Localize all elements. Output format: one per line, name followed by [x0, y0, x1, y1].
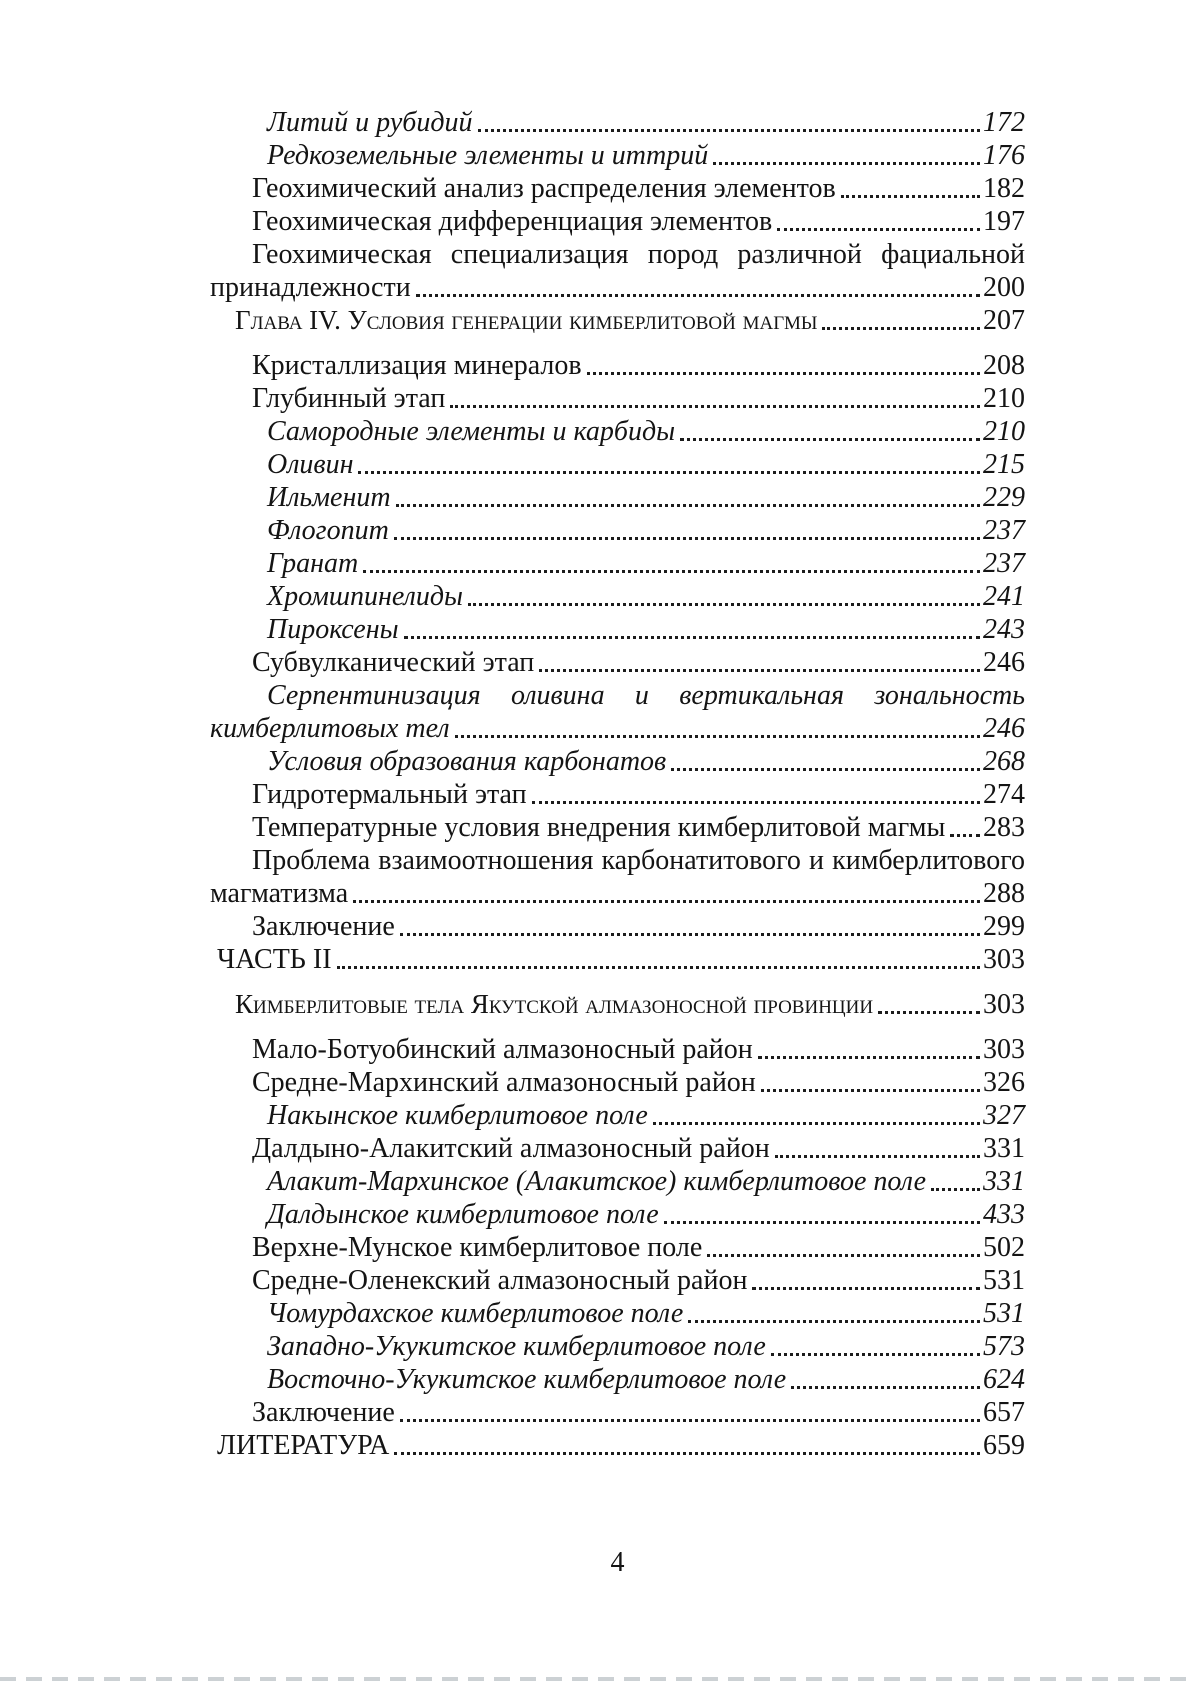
dot-leader — [532, 778, 980, 811]
toc-row — [210, 1165, 1025, 1198]
toc-row — [210, 580, 1025, 613]
toc-entry-title: Литий и рубидий — [267, 107, 473, 138]
toc-entry-title: Самородные элементы и карбиды — [267, 416, 676, 447]
toc-entry-title: Чомурдахское кимберлитовое поле — [267, 1298, 684, 1329]
toc-entry-title: Хромшпинелиды — [267, 581, 463, 612]
dot-leader — [363, 547, 980, 580]
toc-row — [210, 877, 1025, 910]
toc-entry-title: Флогопит — [267, 515, 389, 546]
dot-leader — [713, 139, 980, 172]
toc-page-number: 229 — [983, 482, 1025, 513]
toc-page-number: 274 — [983, 779, 1025, 810]
toc-row — [210, 943, 1025, 976]
dot-leader — [400, 910, 980, 943]
toc-entry-title: магматизма — [210, 878, 349, 909]
toc-entry-title: Восточно-Укукитское кимберлитовое поле — [267, 1364, 787, 1395]
toc-entry-title: Мало-Ботуобинский алмазоносный район — [252, 1034, 753, 1065]
toc-page-number: 246 — [983, 647, 1025, 678]
toc-entry-title: Субвулканический этап — [252, 647, 535, 678]
toc-row — [210, 1363, 1025, 1396]
toc-page-number: 208 — [983, 350, 1025, 381]
toc-row — [210, 205, 1025, 238]
toc-row — [210, 448, 1025, 481]
dot-leader — [396, 481, 980, 514]
toc-entry-title: Температурные условия внедрения кимберлитовой магмы — [252, 812, 946, 843]
toc-row — [210, 811, 1025, 844]
toc-entry-title: ЧАСТЬ II — [217, 944, 332, 975]
toc-page-number: 172 — [983, 107, 1025, 138]
dot-leader — [353, 877, 980, 910]
dot-leader — [358, 448, 980, 481]
toc-entry-title: Геохимическая специализация пород различной фациальной — [252, 239, 1025, 270]
toc-entry-title: Верхне-Мунское кимберлитовое поле — [252, 1232, 703, 1263]
toc-row — [210, 547, 1025, 580]
toc-page-number: 659 — [983, 1430, 1025, 1461]
toc-page-number: 288 — [983, 878, 1025, 909]
toc-entry-title: Западно-Укукитское кимберлитовое поле — [267, 1331, 766, 1362]
toc-entry-title: Средне-Оленекский алмазоносный район — [252, 1265, 748, 1296]
toc-entry-title: кимберлитовых тел — [210, 713, 450, 744]
toc-row — [210, 514, 1025, 547]
dot-leader — [539, 646, 980, 679]
toc-row — [210, 1198, 1025, 1231]
dot-leader — [775, 1132, 980, 1165]
toc-row — [210, 415, 1025, 448]
toc-page-number: 624 — [983, 1364, 1025, 1395]
toc-row — [210, 238, 1025, 271]
toc-entry-title: Оливин — [267, 449, 354, 480]
toc-page-number: 210 — [983, 383, 1025, 414]
toc-entry-title: Накынское кимберлитовое поле — [267, 1100, 648, 1131]
toc-row — [210, 844, 1025, 877]
dot-leader — [841, 172, 980, 205]
toc-row — [210, 1099, 1025, 1132]
toc-entry-title: Условия образования карбонатов — [267, 746, 667, 777]
dot-leader — [771, 1330, 980, 1363]
toc-row — [210, 349, 1025, 382]
toc-entry-title: Пироксены — [267, 614, 399, 645]
dot-leader — [680, 415, 980, 448]
dot-leader — [688, 1297, 980, 1330]
toc-row — [210, 778, 1025, 811]
toc-row — [210, 1033, 1025, 1066]
dot-leader — [791, 1363, 980, 1396]
toc-row — [210, 679, 1025, 712]
toc-entry-title: принадлежности — [210, 272, 411, 303]
toc-page-number: 246 — [983, 713, 1025, 744]
toc-page-number: 303 — [983, 989, 1025, 1020]
toc-page-number: 210 — [983, 416, 1025, 447]
toc-page-number: 331 — [983, 1166, 1025, 1197]
toc-entry-title: Кристаллизация минералов — [252, 350, 582, 381]
toc-page-number: 197 — [983, 206, 1025, 237]
toc-page-number: 237 — [983, 548, 1025, 579]
toc-row — [210, 988, 1025, 1021]
dot-leader — [950, 811, 980, 844]
dot-leader — [777, 205, 980, 238]
toc-page-number: 241 — [983, 581, 1025, 612]
toc-page-number: 573 — [983, 1331, 1025, 1362]
toc-page-number: 331 — [983, 1133, 1025, 1164]
toc-entry-title: Проблема взаимоотношения карбонатитового и кимберлитового — [252, 845, 1025, 876]
toc-row — [210, 481, 1025, 514]
toc-page-number: 657 — [983, 1397, 1025, 1428]
toc-page-number: 243 — [983, 614, 1025, 645]
toc-row — [210, 1330, 1025, 1363]
dot-leader — [752, 1264, 980, 1297]
toc-row — [210, 1396, 1025, 1429]
toc-page-number: 215 — [983, 449, 1025, 480]
dot-leader — [758, 1033, 980, 1066]
toc-page-number: 200 — [983, 272, 1025, 303]
dot-leader — [664, 1198, 980, 1231]
toc-entry-title: Заключение — [252, 911, 395, 942]
dot-leader — [337, 943, 980, 976]
toc-page-number: 327 — [983, 1100, 1025, 1131]
toc-page-number: 433 — [983, 1199, 1025, 1230]
page-number: 4 — [610, 1547, 625, 1578]
toc-entry-title: Заключение — [252, 1397, 395, 1428]
toc-row — [210, 106, 1025, 139]
toc-page-number: 299 — [983, 911, 1025, 942]
toc-page-number: 207 — [983, 305, 1025, 336]
dot-leader — [400, 1396, 980, 1429]
toc-entry-title: Глубинный этап — [252, 383, 446, 414]
toc-row — [210, 646, 1025, 679]
toc-page-number: 268 — [983, 746, 1025, 777]
toc-page-number: 502 — [983, 1232, 1025, 1263]
dot-leader — [587, 349, 980, 382]
toc-row — [210, 271, 1025, 304]
dot-leader — [394, 1429, 980, 1462]
dot-leader — [878, 988, 980, 1021]
toc-page-number: 326 — [983, 1067, 1025, 1098]
toc-entry-title: Средне-Мархинский алмазоносный район — [252, 1067, 756, 1098]
toc-row — [210, 745, 1025, 778]
toc-entry-title: Далдыно-Алакитский алмазоносный район — [252, 1133, 770, 1164]
dot-leader — [450, 382, 980, 415]
dot-leader — [416, 271, 980, 304]
toc-entry-title: Геохимическая дифференциация элементов — [252, 206, 773, 237]
dot-leader — [394, 514, 980, 547]
toc-row — [210, 139, 1025, 172]
toc-row — [210, 613, 1025, 646]
toc-entry-title: ЛИТЕРАТУРА — [217, 1430, 390, 1461]
toc-row — [210, 910, 1025, 943]
toc-entry-title: Ильменит — [267, 482, 391, 513]
toc-page-number: 303 — [983, 1034, 1025, 1065]
dot-leader — [671, 745, 980, 778]
toc-entry-title: Алакит-Мархинское (Алакитское) кимберлитовое поле — [267, 1166, 927, 1197]
toc-row — [210, 712, 1025, 745]
dot-leader — [653, 1099, 980, 1132]
toc-row — [210, 382, 1025, 415]
dot-leader — [404, 613, 980, 646]
toc-entry-title: Далдынское кимберлитовое поле — [267, 1199, 659, 1230]
toc-row — [210, 304, 1025, 337]
toc-page-number: 182 — [983, 173, 1025, 204]
toc-entry-title: Редкоземельные элементы и иттрий — [267, 140, 709, 171]
toc-page-number: 303 — [983, 944, 1025, 975]
dot-leader — [468, 580, 980, 613]
toc-row — [210, 1264, 1025, 1297]
toc-entry-title: Кимберлитовые тела Якутской алмазоносной провинции — [235, 989, 874, 1019]
toc-entry-title: Геохимический анализ распределения элементов — [252, 173, 836, 204]
dot-leader — [931, 1165, 980, 1198]
dot-leader — [455, 712, 980, 745]
table-of-contents — [210, 106, 1025, 1462]
toc-entry-title: Серпентинизация оливина и вертикальная зональность — [267, 680, 1025, 711]
toc-entry-title: Гранат — [267, 548, 359, 579]
dot-leader — [707, 1231, 980, 1264]
scan-edge-artifact — [0, 1677, 1191, 1681]
dot-leader — [761, 1066, 980, 1099]
toc-row — [210, 1297, 1025, 1330]
dot-leader — [822, 304, 980, 337]
toc-row — [210, 1231, 1025, 1264]
toc-entry-title: Гидротермальный этап — [252, 779, 527, 810]
dot-leader — [478, 106, 981, 139]
toc-page-number: 283 — [983, 812, 1025, 843]
toc-entry-title: Глава IV. Условия генерации кимберлитовой магмы — [235, 305, 818, 335]
toc-page-number: 176 — [983, 140, 1025, 171]
toc-page-number: 237 — [983, 515, 1025, 546]
toc-page-number: 531 — [983, 1265, 1025, 1296]
toc-page-number: 531 — [983, 1298, 1025, 1329]
toc-row — [210, 1066, 1025, 1099]
toc-row — [210, 1132, 1025, 1165]
toc-row — [210, 172, 1025, 205]
toc-row — [210, 1429, 1025, 1462]
